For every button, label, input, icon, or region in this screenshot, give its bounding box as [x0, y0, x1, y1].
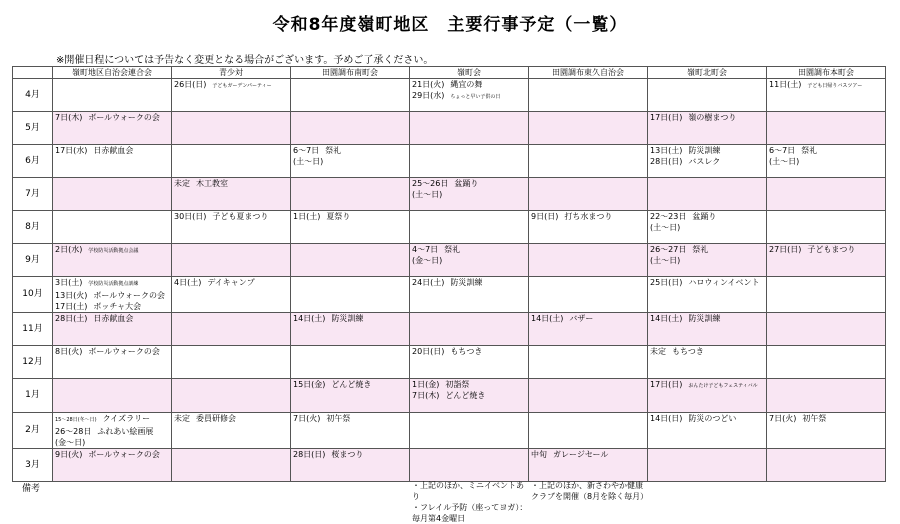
schedule-cell: [410, 277, 529, 313]
column-header: 田園調布南町会: [291, 67, 410, 79]
event-name: 学校防災活動拠点訓練: [88, 281, 139, 287]
event-name: 嶺の樹まつり: [688, 113, 737, 122]
schedule-cell: [767, 346, 886, 379]
event-date: 28日(日): [650, 157, 683, 166]
event-name: 日赤献血会: [93, 146, 134, 155]
month-row: [13, 145, 886, 178]
event-name: 初午祭: [802, 414, 827, 423]
event-date: 7日(火): [769, 414, 797, 423]
event-name: どんど焼き: [331, 380, 372, 389]
event-name: ボールウォークの会: [88, 113, 160, 122]
event-date: 9日(日): [531, 212, 559, 221]
month-label: 7月: [13, 178, 53, 211]
event-date: 14日(土): [650, 314, 683, 323]
event-entry: [55, 413, 169, 426]
event-entry: [650, 156, 764, 167]
month-label: 2月: [13, 413, 53, 449]
event-entry: [412, 90, 526, 103]
event-name: ボールウォークの会: [88, 347, 160, 356]
event-date: 17日(水): [55, 146, 88, 155]
schedule-cell: [172, 277, 291, 313]
schedule-cell: [53, 79, 172, 112]
event-name: ボッチャ大会: [93, 302, 142, 311]
month-row: [13, 211, 886, 244]
schedule-cell: [410, 244, 529, 277]
schedule-cell: [410, 313, 529, 346]
schedule-cell: [291, 79, 410, 112]
schedule-cell: [648, 112, 767, 145]
remark-note: ・上記のほか、新さわやか健康クラブを開催（8月を除く毎月）: [531, 481, 649, 501]
schedule-cell: [172, 379, 291, 413]
event-date: 未定: [174, 179, 190, 188]
month-label: 5月: [13, 112, 53, 145]
event-name: 祭礼: [692, 245, 709, 254]
event-entry: [412, 346, 526, 357]
event-entry: [412, 178, 526, 189]
schedule-cell: [53, 413, 172, 449]
event-entry: [293, 313, 407, 324]
schedule-cell: [172, 244, 291, 277]
event-name: 祭礼: [801, 146, 818, 155]
schedule-cell: [648, 178, 767, 211]
event-entry: [293, 211, 407, 222]
event-name: ガレージセール: [553, 450, 609, 459]
event-name: 防災訓練: [331, 314, 364, 323]
schedule-cell: [767, 244, 886, 277]
event-name: 盆踊り: [454, 179, 479, 188]
event-date: 1日(土): [293, 212, 321, 221]
event-entry: [650, 277, 764, 288]
schedule-cell: [648, 346, 767, 379]
schedule-cell: [648, 211, 767, 244]
schedule-cell: [529, 244, 648, 277]
event-date: 中旬: [531, 450, 547, 459]
month-label: 9月: [13, 244, 53, 277]
event-entry: [174, 277, 288, 288]
schedule-cell: [291, 449, 410, 482]
event-name: ふれあい絵画展: [97, 427, 154, 436]
event-date: 14日(土): [531, 314, 564, 323]
schedule-cell: [529, 178, 648, 211]
event-date: 6～7日: [293, 146, 320, 155]
schedule-cell: [410, 112, 529, 145]
schedule-cell: [410, 145, 529, 178]
schedule-cell: [767, 145, 886, 178]
event-name: バザー: [569, 314, 594, 323]
schedule-cell: [410, 413, 529, 449]
schedule-cell: [291, 145, 410, 178]
event-date: 30日(日): [174, 212, 207, 221]
event-name: もちつき: [672, 347, 704, 356]
event-name: クイズラリー: [102, 414, 151, 423]
schedule-cell: [529, 449, 648, 482]
event-date: 11日(土): [769, 80, 802, 89]
event-entry: [55, 313, 169, 324]
month-row: [13, 313, 886, 346]
event-entry: [174, 79, 288, 92]
event-entry: [412, 244, 526, 255]
event-date: 6～7日: [769, 146, 796, 155]
schedule-cell: [410, 346, 529, 379]
schedule-cell: [648, 313, 767, 346]
event-name: バスレク: [688, 157, 721, 166]
schedule-cell: [291, 277, 410, 313]
schedule-cell: [767, 211, 886, 244]
event-entry: [769, 413, 883, 424]
event-entry: [412, 79, 526, 90]
schedule-cell: [172, 449, 291, 482]
event-entry: [55, 290, 169, 301]
event-name: ハロウィンイベント: [688, 278, 760, 287]
schedule-cell: [410, 178, 529, 211]
month-row: [13, 379, 886, 413]
schedule-cell: [767, 413, 886, 449]
event-entry: [650, 413, 764, 424]
event-date: 17日(土): [55, 302, 88, 311]
schedule-cell: [53, 313, 172, 346]
schedule-cell: [53, 244, 172, 277]
event-name: おんたけ子どもフェスティバル: [688, 383, 758, 389]
event-date: 未定: [650, 347, 666, 356]
schedule-cell: [648, 145, 767, 178]
schedule-cell: [53, 379, 172, 413]
event-entry: [769, 244, 883, 255]
event-name: 日赤献血会: [93, 314, 134, 323]
schedule-cell: [529, 313, 648, 346]
event-entry: [293, 379, 407, 390]
event-entry: [412, 379, 526, 390]
event-entry: [293, 145, 407, 156]
event-date: 27日(日): [769, 245, 802, 254]
event-entry: [174, 178, 288, 189]
schedule-cell: [410, 211, 529, 244]
event-date: 14日(土): [293, 314, 326, 323]
event-schedule-table: [12, 66, 886, 482]
event-date: 29日(水): [412, 91, 445, 100]
event-name: 子どもまつり: [807, 245, 856, 254]
event-name: ちょっと早い子供の日: [450, 94, 501, 100]
event-name: 学校防災活動拠点会議: [88, 248, 139, 254]
page-title: 令和8年度嶺町地区 主要行事予定（一覧）: [272, 15, 628, 35]
schedule-cell: [53, 346, 172, 379]
schedule-cell: [529, 112, 648, 145]
event-entry: [55, 301, 169, 312]
event-entry: [55, 346, 169, 357]
schedule-cell: [529, 145, 648, 178]
month-label: 8月: [13, 211, 53, 244]
event-entry: [650, 313, 764, 324]
event-entry: [531, 211, 645, 222]
event-name: 子どもガーデンパーティー: [212, 83, 272, 89]
schedule-cell: [529, 379, 648, 413]
event-name: もちつき: [450, 347, 483, 356]
event-entry: [650, 145, 764, 156]
month-header: [13, 67, 53, 79]
schedule-cell: [172, 145, 291, 178]
header-row: [13, 67, 886, 79]
schedule-cell: [53, 449, 172, 482]
event-day-range: (金～日): [55, 438, 86, 447]
event-entry: [293, 413, 407, 424]
schedule-cell: [767, 79, 886, 112]
month-label: 11月: [13, 313, 53, 346]
schedule-cell: [529, 79, 648, 112]
schedule-cell: [172, 178, 291, 211]
schedule-cell: [529, 346, 648, 379]
event-name: 子ども夏まつり: [212, 212, 269, 221]
schedule-cell: [767, 112, 886, 145]
event-day-range: (土～日): [650, 223, 681, 232]
event-entry: [293, 449, 407, 460]
event-name: 盆踊り: [692, 212, 717, 221]
event-day-range: (土～日): [769, 157, 800, 166]
event-name: 夏祭り: [326, 212, 351, 221]
month-row: [13, 413, 886, 449]
column-header: 青少対: [172, 67, 291, 79]
event-date: 20日(日): [412, 347, 445, 356]
event-name: 打ち水まつり: [564, 212, 613, 221]
schedule-cell: [291, 244, 410, 277]
event-entry: [650, 346, 764, 357]
event-entry: [650, 244, 764, 255]
event-day-range: (土～日): [293, 157, 324, 166]
month-label: 1月: [13, 379, 53, 413]
month-row: [13, 277, 886, 313]
event-date: 26日(日): [174, 80, 207, 89]
schedule-cell: [53, 211, 172, 244]
column-header: 嶺町会: [410, 67, 529, 79]
event-entry: [55, 112, 169, 123]
column-header: 嶺町北町会: [648, 67, 767, 79]
month-label: 12月: [13, 346, 53, 379]
event-date: 26～28日: [55, 427, 92, 436]
month-row: [13, 346, 886, 379]
schedule-cell: [529, 413, 648, 449]
event-entry: [174, 413, 288, 424]
event-name: 縄宜の舞: [450, 80, 483, 89]
event-date: 4～7日: [412, 245, 439, 254]
schedule-cell: [172, 413, 291, 449]
schedule-cell: [648, 79, 767, 112]
event-date: 7日(木): [55, 113, 83, 122]
event-date: 28日(日): [293, 450, 326, 459]
event-date: 25日(日): [650, 278, 683, 287]
schedule-cell: [53, 277, 172, 313]
event-name: 防災訓練: [688, 146, 721, 155]
schedule-cell: [172, 346, 291, 379]
event-entry: [55, 426, 169, 437]
event-entry: [650, 379, 764, 392]
event-name: ボールウォークの会: [88, 450, 160, 459]
schedule-cell: [291, 112, 410, 145]
schedule-cell: [291, 413, 410, 449]
event-name: 初詣祭: [445, 380, 470, 389]
schedule-cell: [410, 79, 529, 112]
schedule-cell: [767, 449, 886, 482]
month-label: 6月: [13, 145, 53, 178]
schedule-cell: [172, 112, 291, 145]
schedule-cell: [172, 313, 291, 346]
month-row: [13, 449, 886, 482]
event-entry: [769, 145, 883, 156]
month-row: [13, 112, 886, 145]
event-date: 14日(日): [650, 414, 683, 423]
event-entry: [650, 211, 764, 222]
event-date: 24日(土): [412, 278, 445, 287]
event-entry: [531, 313, 645, 324]
schedule-cell: [648, 449, 767, 482]
event-date: 13日(土): [650, 146, 683, 155]
event-date: 8日(火): [55, 347, 83, 356]
event-date: 21日(火): [412, 80, 445, 89]
month-label: 4月: [13, 79, 53, 112]
event-entry: [412, 390, 526, 401]
event-name: 防災訓練: [688, 314, 721, 323]
event-name: 桜まつり: [331, 450, 364, 459]
remarks-label: 備考: [22, 484, 41, 494]
schedule-cell: [291, 178, 410, 211]
schedule-cell: [172, 79, 291, 112]
month-row: [13, 79, 886, 112]
schedule-cell: [172, 211, 291, 244]
event-date: 3日(土): [55, 278, 83, 287]
event-day-range: (土～日): [650, 256, 681, 265]
event-date: 17日(日): [650, 113, 683, 122]
schedule-notice: ※開催日程については予告なく変更となる場合がございます。予めご了承ください。: [56, 55, 434, 66]
event-name: 初午祭: [326, 414, 351, 423]
event-date: 未定: [174, 414, 190, 423]
column-header: 田園調布東久自治会: [529, 67, 648, 79]
schedule-cell: [648, 413, 767, 449]
schedule-cell: [529, 277, 648, 313]
schedule-cell: [291, 211, 410, 244]
event-name: デイキャンプ: [207, 278, 255, 287]
event-entry: [174, 211, 288, 222]
event-day-range: (金～日): [412, 256, 443, 265]
month-row: [13, 244, 886, 277]
schedule-cell: [291, 313, 410, 346]
event-date: 9日(火): [55, 450, 83, 459]
event-entry: [55, 244, 169, 257]
schedule-cell: [648, 379, 767, 413]
schedule-cell: [53, 145, 172, 178]
schedule-cell: [410, 449, 529, 482]
schedule-cell: [767, 277, 886, 313]
event-date: 7日(木): [412, 391, 440, 400]
schedule-cell: [648, 277, 767, 313]
event-name: 防災訓練: [450, 278, 483, 287]
event-date: 15日(金): [293, 380, 326, 389]
remark-note: ・上記のほか、ミニイベントあり ・フレイル予防（座ってヨガ）：毎月第4金曜日: [412, 481, 528, 523]
schedule-cell: [767, 313, 886, 346]
schedule-cell: [53, 178, 172, 211]
event-date: 28日(土): [55, 314, 88, 323]
event-name: 防災のつどい: [688, 414, 737, 423]
schedule-cell: [53, 112, 172, 145]
event-name: 木工教室: [196, 179, 228, 188]
column-header: 嶺町地区自治会連合会: [53, 67, 172, 79]
schedule-cell: [291, 379, 410, 413]
event-entry: [769, 79, 883, 92]
event-entry: [55, 449, 169, 460]
schedule-cell: [529, 211, 648, 244]
column-header: 田園調布本町会: [767, 67, 886, 79]
month-label: 3月: [13, 449, 53, 482]
event-name: 委員研修会: [196, 414, 236, 423]
event-entry: [531, 449, 645, 460]
month-row: [13, 178, 886, 211]
event-date: 17日(日): [650, 380, 683, 389]
event-date: 26～27日: [650, 245, 687, 254]
schedule-cell: [648, 244, 767, 277]
event-date: 2日(水): [55, 245, 83, 254]
event-entry: [412, 277, 526, 288]
event-date: 25～26日: [412, 179, 449, 188]
event-date: 4日(土): [174, 278, 202, 287]
event-name: どんど焼き: [445, 391, 486, 400]
event-name: 祭礼: [325, 146, 342, 155]
event-name: ボールウォークの会: [93, 291, 165, 300]
schedule-cell: [410, 379, 529, 413]
event-date: 7日(火): [293, 414, 321, 423]
event-entry: [650, 112, 764, 123]
event-date: 13日(火): [55, 291, 88, 300]
schedule-cell: [767, 178, 886, 211]
event-date: 15～28日(冬～日): [55, 417, 97, 423]
event-name: 子ども日帰りバスツアー: [807, 83, 863, 89]
month-label: 10月: [13, 277, 53, 313]
event-date: 1日(金): [412, 380, 440, 389]
event-name: 祭礼: [444, 245, 461, 254]
event-day-range: (土～日): [412, 190, 443, 199]
schedule-cell: [767, 379, 886, 413]
schedule-cell: [291, 346, 410, 379]
event-entry: [55, 145, 169, 156]
event-entry: [55, 277, 169, 290]
event-date: 22～23日: [650, 212, 687, 221]
